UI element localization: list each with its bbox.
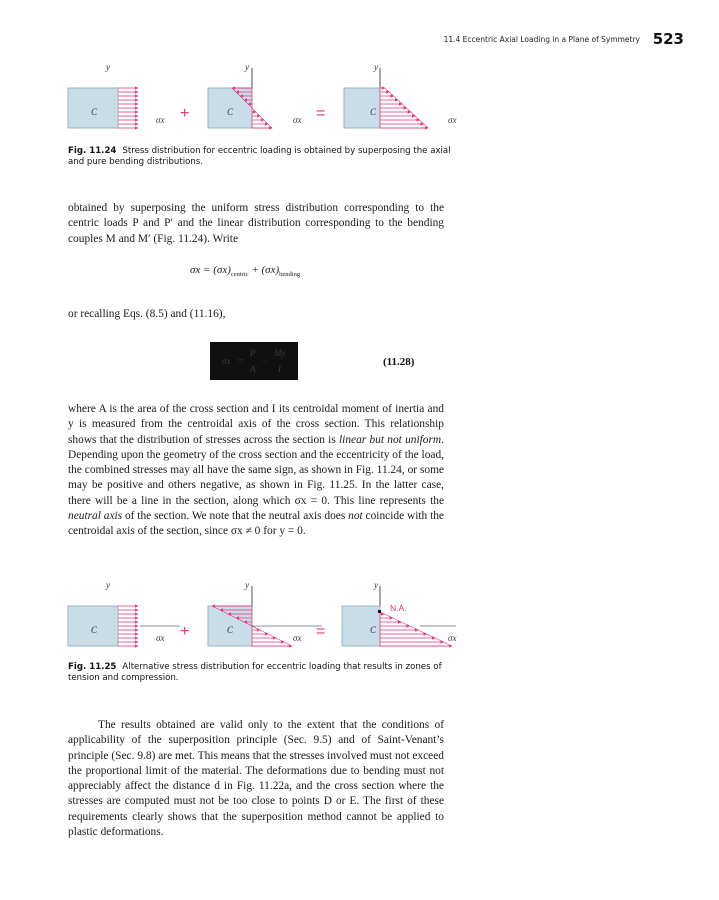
fig1-y-label-2: y (245, 62, 249, 72)
fig1-y-label-1: y (106, 62, 110, 72)
fig2-c-label-1: C (91, 625, 98, 635)
eq2-sigma: σx (222, 356, 231, 366)
eq2-p: P (250, 348, 256, 358)
fig2-sigma-label-2: σx (293, 633, 302, 643)
fig1-uniform-arrows (118, 88, 138, 128)
fig2-plus-sign: + (180, 623, 190, 640)
eq2-a: A (250, 364, 256, 374)
paragraph-3-em1: linear but not uniform (339, 433, 442, 446)
eq1-lhs: σx = (σx) (190, 264, 231, 276)
fig1-caption-label: Fig. 11.24 (68, 146, 117, 156)
paragraph-2 (68, 307, 444, 322)
fig2-equals-sign: = (316, 623, 326, 640)
figure-11-24-caption (68, 146, 458, 168)
fig2-c-label-3: C (370, 625, 377, 635)
equation-superposition (190, 264, 300, 278)
eq2-i: I (278, 364, 281, 374)
figure-11-24-diagram (60, 60, 460, 142)
fig2-sigma-label-3: σx (448, 633, 457, 643)
eq2-my: My (274, 348, 286, 358)
fig1-c-label-2: C (227, 107, 234, 117)
fig2-caption-label: Fig. 11.25 (68, 662, 117, 672)
fig1-caption-text: Stress distribution for eccentric loading is obtained by superposing the axial and pure bending distributions. (68, 146, 451, 167)
section-title: 11.4 Eccentric Axial Loading in a Plane of Symmetry (443, 35, 640, 44)
eq2-minus: − (262, 356, 268, 366)
fig1-y-label-3: y (374, 62, 378, 72)
running-head (400, 32, 684, 50)
paragraph-3-d: coincide with the centroidal axis of the section, since σx ≠ 0 for y = 0. (68, 510, 444, 538)
eq1-plus: + (σx) (248, 264, 280, 276)
paragraph-1 (68, 201, 444, 247)
equation-11-28-box (210, 342, 298, 380)
paragraph-3-b: . Depending upon the geometry of the cross section and the eccentricity of the load, the combined stresses may all have the same sign, as shown in Fig. 11.24, or some may be positive and others negative, as shown in Fig. 11.25. In the latter case, there will be a line in the section, along which σx = 0. This line represents the (68, 433, 445, 507)
paragraph-1-text: obtained by superposing the uniform stress distribution corresponding to the centric loads P and P′ and the linear distribution corresponding to the bending couples M and M′ (Fig. 11.24). Write (68, 202, 444, 245)
figure-11-24 (60, 60, 460, 142)
fig2-combined-outline (380, 612, 452, 646)
paragraph-3 (68, 402, 444, 540)
figure-11-25 (60, 578, 460, 660)
fig2-c-label-2: C (227, 625, 234, 635)
paragraph-4-text: The results obtained are valid only to the extent that the conditions of applicability of the superposition principle (Sec. 9.5) and of Saint-Venant’s principle (Sec. 9.8) are met. This means that the stresses involved must not exceed the proportional limit of the material. The deformations due to bending must not appreciably affect the distance d in Fig. 11.22a, and the cross section where the stresses are computed must not be too close to points D or E. The first of these requirements clearly shows that the superposition method cannot be applied to plastic deformations. (68, 719, 444, 839)
fig1-plus-sign: + (180, 105, 190, 122)
fig2-y-label-2: y (245, 580, 249, 590)
page-number: 523 (652, 30, 684, 48)
fig2-na-label: N.A. (390, 603, 407, 613)
fig1-equals-sign: = (316, 105, 326, 122)
figure-11-25-caption (68, 662, 458, 684)
figure-11-25-diagram (60, 578, 460, 660)
eq1-bending: bending (279, 271, 301, 279)
fig2-y-label-1: y (106, 580, 110, 590)
fig1-sigma-label-1: σx (156, 115, 165, 125)
equation-number: (11.28) (383, 356, 415, 368)
fig1-sigma-label-3: σx (448, 115, 457, 125)
paragraph-3-a: where A is the area of the cross section and I its centroidal moment of inertia and y is measured from the centroidal axis of the cross section. This relationship shows that the distribution of stresses across the section is (68, 403, 444, 446)
fig2-uniform-arrows (118, 606, 138, 646)
paragraph-3-em3: not (348, 510, 363, 523)
fig1-combined-arrows (380, 88, 428, 128)
fig2-na-marker (378, 610, 381, 613)
paragraph-4 (68, 718, 444, 840)
paragraph-3-em2: neutral axis (68, 510, 123, 523)
fig1-c-label-1: C (91, 107, 98, 117)
eq1-centric: centric (230, 271, 249, 279)
fig2-y-label-3: y (374, 580, 378, 590)
fig1-c-label-3: C (370, 107, 377, 117)
fig1-sigma-label-2: σx (293, 115, 302, 125)
fig2-caption-text: Alternative stress distribution for eccentric loading that results in zones of tension and compression. (68, 662, 442, 683)
paragraph-3-c: of the section. We note that the neutral axis does (122, 510, 349, 523)
eq2-equals: = (238, 356, 244, 366)
fig2-sigma-label-1: σx (156, 633, 165, 643)
paragraph-2-text: or recalling Eqs. (8.5) and (11.16), (68, 308, 226, 320)
